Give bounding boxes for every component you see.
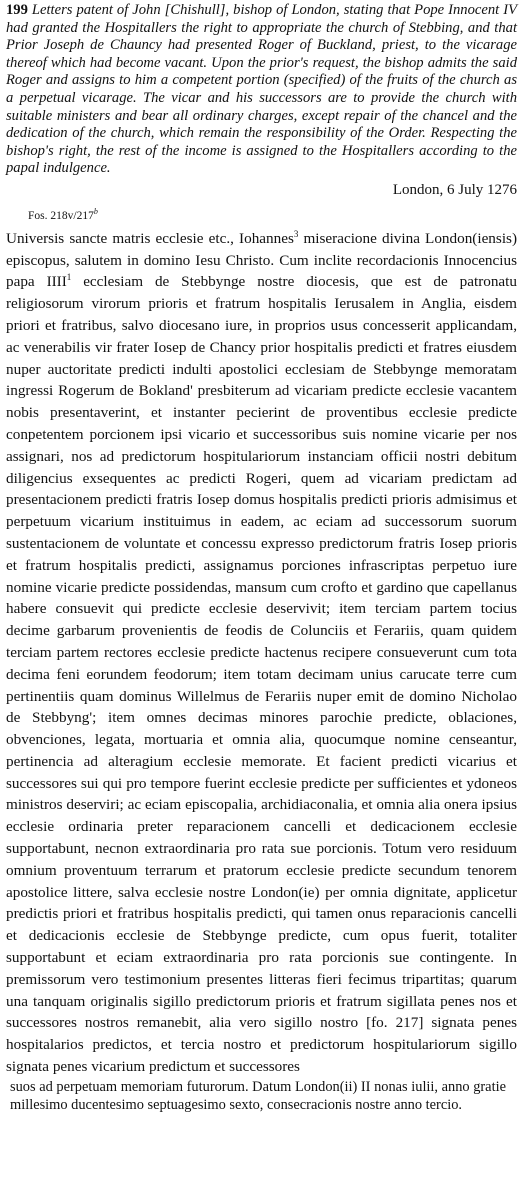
- place-date: London, 6 July 1276: [392, 181, 517, 198]
- latin-text-part-3: ecclesiam de Stebbynge nostre diocesis, que est de patronatu religiosorum virorum prioris et fratrum hospitalis Ierusalem in Anglia, eisdem priori et fratribus, salvo diocesano iure, in proprios usus concesserit applicandam, ac venerabilis vir frater Iosep de Chancy prior hospitalis predicti et fratres eiusdem nuper auctoritate predicti indulti apostolici ecclesiam de Stebbynge memoratam ingressi Rogerum de Bokland' presbiterum ad vicariam predicte ecclesie vacantem nobis presentaverint, et instanter pecierint de proventibus ecclesie predicte conpetentem porcionem ipsi vicario et successoribus suis nomine vicarie per nos assignari, nos ad predictorum hospitulariorum instanciam officii nostri debitum diligencius exsequentes ac predicti Rogeri, quem ad vicariam predictam ad presentacionem predicti fratris Iosep domus hospitalis predicti prioris admisimus et perpetuum vicarium instituimus in eadem, ac eciam ad successorum suorum sustentacionem de voluntate et concessu expresso predictorum fratris Iosep prioris et fratrum hospitalis predicti, assignamus porciones infrascriptas perpetuo iure nomine vicarie predicte possidendas, mansum cum crofto et gardino que capellanus habere consuevit qui predicte ecclesie deservivit; item terciam partem tocius decime garbarum provenientis de feodis de Colunciis et Ferariis, quam quidem terciam partem rectores ecclesie predicte hactenus recipere consueverunt cum tota decima feni eorundem feodorum; item totam decimam unius carucate terre cum pertinentiis quam dominus Willelmus de Ferariis nuper emit de domino Nicholao de Stebbyng'; item omnes decimas minores parochie predicte, oblaciones, obvenciones, legata, mortuaria et omnia alia, quocumque nomine censeantur, pertinencia ad alteragium ecclesie memorate. Et facient predicti vicarius et successores sui qui pro tempore fuerint ecclesie predicte per sufficientes et ydoneos ministros deserviri; ac eciam episcopalia, archidiaconalia, et omnia alia onera ipsius ecclesie ordinaria preter reparacionem cancelli et dedicacionem ecclesie supportabunt, necnon extraordinaria pro rata sue porcionis. Totum vero residuum omnium proventuum terrarum et pratorum ecclesie predicte secundum tenorem apostolice littere, salva ecclesie nostre London(ie) per omnia dignitate, applicetur predictis priori et fratribus hospitalis predicti, qui tamen onus reparacionis cancelli et dedicacionis ecclesie de Stebbynge predicte, cum opus fuerit, totaliter supportabunt et eciam extraordinaria pro rata porcionis sue contingente. In premissorum vero testimonium presentes litteras fieri fecimus tripartitas; quarum una tanquam originalis sigillo predictorum prioris et fratrum sigillata penes nos et successores nostros remanebit, alia vero sigillo nostro [fo. 217] signata penes hospitalarios predictos, et tercia nostro et predictorum hospitulariorum sigillo signata penes vicarium predictum et successores: [6, 273, 517, 1076]
- latin-text-part-1: Universis sancte matris ecclesie etc., Iohannes: [6, 229, 294, 247]
- summary-text: Letters patent of John [Chishull], bishop of London, stating that Pope Innocent IV had granted the Hospitallers the right to appropriate the church of Stebbing, and that Prior Joseph de Chauncy had presented Roger of Buckland, priest, to the vicarage thereof which had become vacant. Upon the prior's request, the bishop admits the said Roger and assigns to him a competent portion (specified) of the fruits of the church as a perpetual vicarage. The vicar and his successors are to provide the church with suitable ministers and bear all ordinary charges, except repair of the chancel and the dedication of the church, which remain the responsibility of the Order. Respecting the bishop's right, the rest of the income is assigned to the Hospitallers according to the papal indulgence.: [6, 2, 517, 177]
- latin-text: [6, 228, 517, 1115]
- latin-text-part-2: miseracione divina London(iensis) episcopus, salutem in domino Iesu Christo. Cum inclite recordacionis Innocencius papa IIII: [6, 229, 518, 291]
- folio-text: Fos. 218v/217: [28, 209, 94, 222]
- folio-reference: [28, 205, 517, 223]
- footnote-mark-3: 3: [293, 228, 299, 239]
- entry-summary: [6, 2, 517, 178]
- folio-note-mark: b: [93, 206, 98, 216]
- entry-number: 199: [6, 2, 28, 18]
- latin-text-closing: suos ad perpetuam memoriam futurorum. Datum London(ii) II nonas iulii, anno gratie millesimo ducentesimo septuagesimo sexto, consecracionis nostre anno tercio.: [10, 1078, 506, 1114]
- footnote-mark-1: 1: [66, 272, 72, 283]
